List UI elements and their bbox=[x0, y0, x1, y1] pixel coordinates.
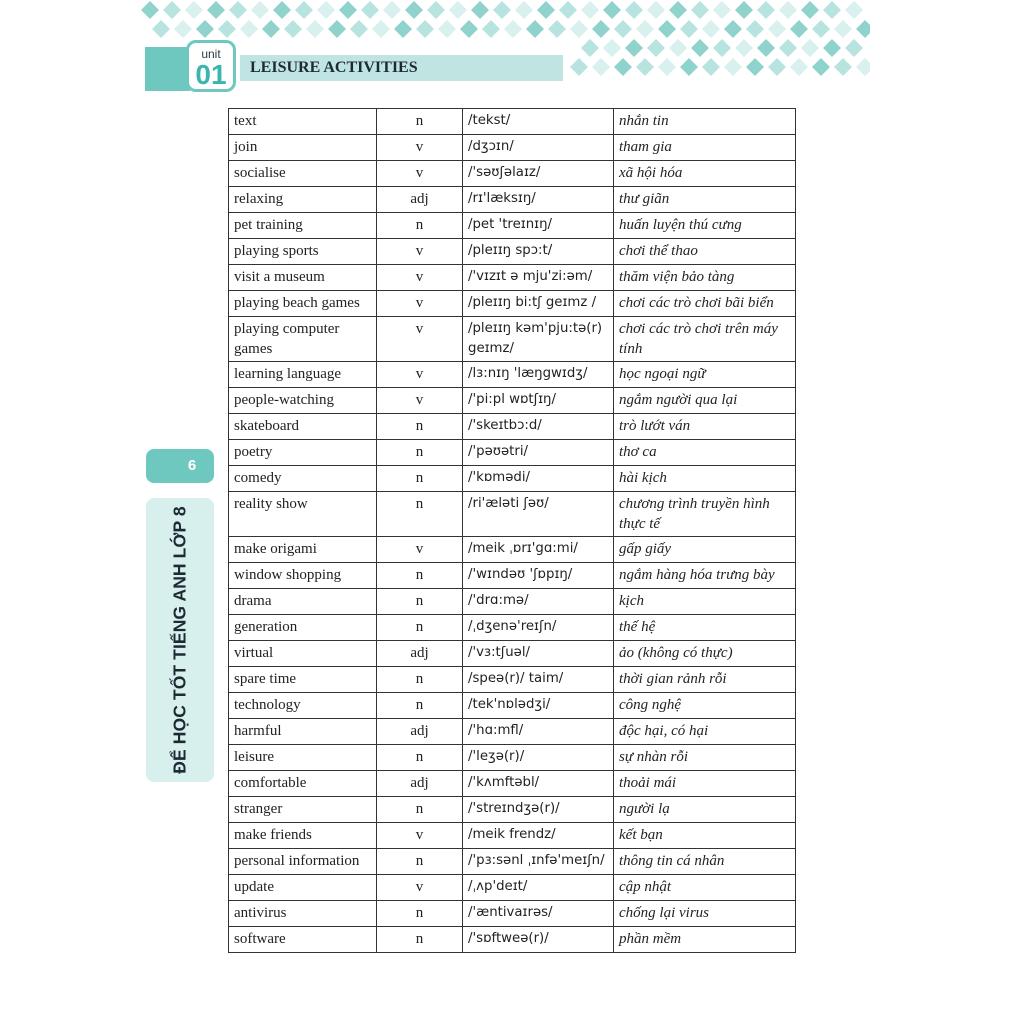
unit-accent-bar bbox=[145, 47, 190, 91]
diamond-shape bbox=[603, 1, 621, 19]
vocab-ipa: /'səʊʃəlaɪz/ bbox=[463, 161, 614, 187]
table-row bbox=[229, 745, 796, 771]
diamond-shape bbox=[834, 20, 852, 38]
vocab-ipa: /'streɪndʒə(r)/ bbox=[463, 797, 614, 823]
vocab-word: personal information bbox=[229, 849, 377, 875]
diamond-shape bbox=[548, 20, 566, 38]
vocab-word: spare time bbox=[229, 667, 377, 693]
diamond-shape bbox=[768, 20, 786, 38]
vocab-ipa: /'sɒftweə(r)/ bbox=[463, 927, 614, 953]
vocab-meaning: nhắn tin bbox=[614, 109, 796, 135]
vocab-pos: n bbox=[377, 589, 463, 615]
table-row bbox=[229, 317, 796, 362]
diamond-shape bbox=[658, 20, 676, 38]
diamond-shape bbox=[757, 39, 775, 57]
diamond-shape bbox=[581, 1, 599, 19]
vocab-ipa: /'vɜ:tʃuəl/ bbox=[463, 641, 614, 667]
vocab-word: harmful bbox=[229, 719, 377, 745]
unit-badge bbox=[186, 40, 236, 92]
diamond-shape bbox=[680, 58, 698, 76]
vocab-ipa: /ˌʌp'deɪt/ bbox=[463, 875, 614, 901]
diamond-shape bbox=[779, 1, 797, 19]
diamond-shape bbox=[823, 1, 841, 19]
diamond-shape bbox=[801, 1, 819, 19]
vocab-meaning: chơi các trò chơi bãi biển bbox=[614, 291, 796, 317]
vocab-pos: v bbox=[377, 362, 463, 388]
vocab-meaning: thế hệ bbox=[614, 615, 796, 641]
vocab-meaning: cập nhật bbox=[614, 875, 796, 901]
diamond-shape bbox=[350, 20, 368, 38]
vocab-word: antivirus bbox=[229, 901, 377, 927]
vocab-ipa: /'kʌmftəbl/ bbox=[463, 771, 614, 797]
table-row bbox=[229, 187, 796, 213]
table-row bbox=[229, 875, 796, 901]
vocab-meaning: kịch bbox=[614, 589, 796, 615]
diamond-shape bbox=[317, 1, 335, 19]
vocab-pos: v bbox=[377, 537, 463, 563]
table-row bbox=[229, 109, 796, 135]
diamond-shape bbox=[482, 20, 500, 38]
vocab-word: people-watching bbox=[229, 388, 377, 414]
diamond-shape bbox=[834, 58, 852, 76]
diamond-shape bbox=[306, 20, 324, 38]
diamond-shape bbox=[669, 1, 687, 19]
vocab-pos: n bbox=[377, 440, 463, 466]
vocab-meaning: phần mềm bbox=[614, 927, 796, 953]
vocab-meaning: kết bạn bbox=[614, 823, 796, 849]
vocab-ipa: /'pi:pl wɒtʃɪŋ/ bbox=[463, 388, 614, 414]
table-row bbox=[229, 414, 796, 440]
vocab-pos: n bbox=[377, 213, 463, 239]
vocab-word: virtual bbox=[229, 641, 377, 667]
diamond-shape bbox=[724, 58, 742, 76]
diamond-shape bbox=[372, 20, 390, 38]
vocab-word: make origami bbox=[229, 537, 377, 563]
table-row bbox=[229, 291, 796, 317]
unit-title: LEISURE ACTIVITIES bbox=[240, 55, 563, 81]
diamond-shape bbox=[790, 20, 808, 38]
vocab-pos: adj bbox=[377, 641, 463, 667]
vocab-pos: n bbox=[377, 797, 463, 823]
diamond-shape bbox=[636, 20, 654, 38]
diamond-shape bbox=[328, 20, 346, 38]
table-row bbox=[229, 823, 796, 849]
vocab-pos: v bbox=[377, 291, 463, 317]
unit-label: unit bbox=[201, 47, 221, 61]
vocab-ipa: /'leʒə(r)/ bbox=[463, 745, 614, 771]
vocab-ipa: /speə(r)/ taim/ bbox=[463, 667, 614, 693]
vocab-ipa: /meik ˌɒrɪ'gɑ:mi/ bbox=[463, 537, 614, 563]
vocab-word: reality show bbox=[229, 492, 377, 537]
vocab-word: skateboard bbox=[229, 414, 377, 440]
vocab-word: playing sports bbox=[229, 239, 377, 265]
vocab-ipa: /'skeɪtbɔ:d/ bbox=[463, 414, 614, 440]
vocab-word: software bbox=[229, 927, 377, 953]
table-row bbox=[229, 771, 796, 797]
diamond-shape bbox=[581, 39, 599, 57]
diamond-shape bbox=[141, 1, 159, 19]
side-panel bbox=[146, 498, 214, 782]
diamond-shape bbox=[240, 20, 258, 38]
diamond-shape bbox=[339, 1, 357, 19]
vocab-word: playing beach games bbox=[229, 291, 377, 317]
vocab-ipa: /tekst/ bbox=[463, 109, 614, 135]
diamond-shape bbox=[801, 39, 819, 57]
vocab-ipa: /ri'æləti ʃəʊ/ bbox=[463, 492, 614, 537]
vocab-ipa: /'kɒmədi/ bbox=[463, 466, 614, 492]
table-row bbox=[229, 563, 796, 589]
table-row bbox=[229, 265, 796, 291]
table-row bbox=[229, 537, 796, 563]
vocab-ipa: /ˌdʒenə'reɪʃn/ bbox=[463, 615, 614, 641]
vocab-meaning: chương trình truyền hình thực tế bbox=[614, 492, 796, 537]
table-row bbox=[229, 641, 796, 667]
diamond-shape bbox=[427, 1, 445, 19]
vocab-meaning: thư giãn bbox=[614, 187, 796, 213]
vocab-ipa: /tek'nɒlədʒi/ bbox=[463, 693, 614, 719]
diamond-shape bbox=[592, 20, 610, 38]
diamond-shape bbox=[471, 1, 489, 19]
diamond-shape bbox=[152, 20, 170, 38]
table-row bbox=[229, 362, 796, 388]
diamond-shape bbox=[526, 20, 544, 38]
vocab-pos: v bbox=[377, 317, 463, 362]
table-row bbox=[229, 719, 796, 745]
vocab-word: generation bbox=[229, 615, 377, 641]
diamond-shape bbox=[614, 58, 632, 76]
vocab-pos: n bbox=[377, 466, 463, 492]
vocab-word: make friends bbox=[229, 823, 377, 849]
vocab-word: pet training bbox=[229, 213, 377, 239]
diamond-shape bbox=[174, 20, 192, 38]
diamond-shape bbox=[163, 1, 181, 19]
diamond-shape bbox=[383, 1, 401, 19]
diamond-shape bbox=[207, 1, 225, 19]
vocab-meaning: công nghệ bbox=[614, 693, 796, 719]
vocab-meaning: huấn luyện thú cưng bbox=[614, 213, 796, 239]
vocab-word: update bbox=[229, 875, 377, 901]
vocab-ipa: /'pɜ:sənl ˌɪnfə'meɪʃn/ bbox=[463, 849, 614, 875]
diamond-shape bbox=[625, 1, 643, 19]
table-row bbox=[229, 213, 796, 239]
table-row bbox=[229, 589, 796, 615]
unit-number: 01 bbox=[195, 59, 227, 90]
vocab-meaning: thông tin cá nhân bbox=[614, 849, 796, 875]
vocab-pos: n bbox=[377, 615, 463, 641]
table-row bbox=[229, 388, 796, 414]
diamond-shape bbox=[218, 20, 236, 38]
vocab-ipa: /pleɪɪŋ bi:tʃ geɪmz / bbox=[463, 291, 614, 317]
diamond-shape bbox=[735, 39, 753, 57]
diamond-shape bbox=[460, 20, 478, 38]
vocab-meaning: ngắm người qua lại bbox=[614, 388, 796, 414]
diamond-shape bbox=[515, 1, 533, 19]
vocab-pos: v bbox=[377, 823, 463, 849]
diamond-shape bbox=[746, 20, 764, 38]
book-title: ĐỂ HỌC TỐT TIẾNG ANH LỚP 8 bbox=[169, 506, 190, 774]
table-row bbox=[229, 849, 796, 875]
vocab-pos: v bbox=[377, 875, 463, 901]
vocab-word: technology bbox=[229, 693, 377, 719]
vocab-ipa: /pleɪɪŋ spɔ:t/ bbox=[463, 239, 614, 265]
table-row bbox=[229, 440, 796, 466]
diamond-shape bbox=[559, 1, 577, 19]
vocab-meaning: người lạ bbox=[614, 797, 796, 823]
diamond-shape bbox=[449, 1, 467, 19]
page-number: 6 bbox=[146, 449, 214, 483]
table-row bbox=[229, 466, 796, 492]
vocab-meaning: thăm viện bảo tàng bbox=[614, 265, 796, 291]
vocab-word: visit a museum bbox=[229, 265, 377, 291]
vocab-meaning: thơ ca bbox=[614, 440, 796, 466]
vocab-ipa: /pet 'treɪnɪŋ/ bbox=[463, 213, 614, 239]
vocab-pos: v bbox=[377, 265, 463, 291]
diamond-shape bbox=[856, 58, 870, 76]
vocab-meaning: thời gian rảnh rỗi bbox=[614, 667, 796, 693]
diamond-shape bbox=[295, 1, 313, 19]
vocab-ipa: /'wɪndəʊ 'ʃɒpɪŋ/ bbox=[463, 563, 614, 589]
vocab-pos: n bbox=[377, 849, 463, 875]
vocab-word: drama bbox=[229, 589, 377, 615]
table-row bbox=[229, 693, 796, 719]
vocab-meaning: ngắm hàng hóa trưng bày bbox=[614, 563, 796, 589]
diamond-shape bbox=[405, 1, 423, 19]
diamond-shape bbox=[856, 20, 870, 38]
diamond-shape bbox=[636, 58, 654, 76]
vocab-meaning: xã hội hóa bbox=[614, 161, 796, 187]
vocab-ipa: /lɜ:nɪŋ 'læŋgwɪdʒ/ bbox=[463, 362, 614, 388]
table-row bbox=[229, 927, 796, 953]
vocabulary-table bbox=[228, 108, 796, 953]
vocab-ipa: /pleɪɪŋ kəm'pju:tə(r) geɪmz/ bbox=[463, 317, 614, 362]
table-row bbox=[229, 667, 796, 693]
table-row bbox=[229, 239, 796, 265]
vocab-pos: v bbox=[377, 239, 463, 265]
table-row bbox=[229, 797, 796, 823]
vocab-word: leisure bbox=[229, 745, 377, 771]
vocab-word: stranger bbox=[229, 797, 377, 823]
vocab-pos: n bbox=[377, 414, 463, 440]
diamond-shape bbox=[669, 39, 687, 57]
diamond-shape bbox=[185, 1, 203, 19]
diamond-shape bbox=[823, 39, 841, 57]
vocab-word: playing computer games bbox=[229, 317, 377, 362]
diamond-shape bbox=[416, 20, 434, 38]
diamond-shape bbox=[757, 1, 775, 19]
vocab-ipa: /'hɑ:mfl/ bbox=[463, 719, 614, 745]
vocab-pos: n bbox=[377, 745, 463, 771]
diamond-shape bbox=[493, 1, 511, 19]
diamond-shape bbox=[658, 58, 676, 76]
vocab-ipa: /meik frendz/ bbox=[463, 823, 614, 849]
vocab-ipa: /dʒɔɪn/ bbox=[463, 135, 614, 161]
vocab-meaning: chơi các trò chơi trên máy tính bbox=[614, 317, 796, 362]
vocab-word: learning language bbox=[229, 362, 377, 388]
vocab-ipa: /'æntivaɪrəs/ bbox=[463, 901, 614, 927]
diamond-shape bbox=[394, 20, 412, 38]
diamond-shape bbox=[504, 20, 522, 38]
diamond-shape bbox=[724, 20, 742, 38]
vocab-word: window shopping bbox=[229, 563, 377, 589]
vocab-pos: n bbox=[377, 667, 463, 693]
vocab-pos: n bbox=[377, 109, 463, 135]
vocab-word: poetry bbox=[229, 440, 377, 466]
diamond-shape bbox=[680, 20, 698, 38]
diamond-shape bbox=[691, 1, 709, 19]
diamond-shape bbox=[361, 1, 379, 19]
diamond-shape bbox=[647, 1, 665, 19]
vocab-ipa: /'vɪzɪt ə mju'zi:əm/ bbox=[463, 265, 614, 291]
diamond-shape bbox=[229, 1, 247, 19]
diamond-shape bbox=[196, 20, 214, 38]
table-row bbox=[229, 492, 796, 537]
diamond-shape bbox=[812, 58, 830, 76]
diamond-shape bbox=[570, 58, 588, 76]
vocab-meaning: thoải mái bbox=[614, 771, 796, 797]
diamond-shape bbox=[273, 1, 291, 19]
diamond-shape bbox=[592, 58, 610, 76]
diamond-shape bbox=[779, 39, 797, 57]
vocab-ipa: /'pəʊətri/ bbox=[463, 440, 614, 466]
vocab-meaning: độc hại, có hại bbox=[614, 719, 796, 745]
vocab-word: socialise bbox=[229, 161, 377, 187]
diamond-shape bbox=[262, 20, 280, 38]
table-row bbox=[229, 135, 796, 161]
diamond-shape bbox=[746, 58, 764, 76]
diamond-shape bbox=[768, 58, 786, 76]
diamond-shape bbox=[812, 20, 830, 38]
vocab-meaning: gấp giấy bbox=[614, 537, 796, 563]
vocab-meaning: ảo (không có thực) bbox=[614, 641, 796, 667]
vocab-pos: v bbox=[377, 161, 463, 187]
vocab-meaning: học ngoại ngữ bbox=[614, 362, 796, 388]
vocab-word: join bbox=[229, 135, 377, 161]
diamond-shape bbox=[845, 39, 863, 57]
table-row bbox=[229, 901, 796, 927]
vocab-meaning: tham gia bbox=[614, 135, 796, 161]
diamond-shape bbox=[614, 20, 632, 38]
vocab-meaning: trò lướt ván bbox=[614, 414, 796, 440]
vocab-pos: n bbox=[377, 927, 463, 953]
diamond-shape bbox=[735, 1, 753, 19]
diamond-shape bbox=[251, 1, 269, 19]
diamond-shape bbox=[284, 20, 302, 38]
diamond-shape bbox=[702, 20, 720, 38]
vocab-word: text bbox=[229, 109, 377, 135]
vocab-ipa: /rɪ'læksɪŋ/ bbox=[463, 187, 614, 213]
table-row bbox=[229, 615, 796, 641]
diamond-shape bbox=[625, 39, 643, 57]
vocab-pos: adj bbox=[377, 719, 463, 745]
vocab-ipa: /'drɑ:mə/ bbox=[463, 589, 614, 615]
diamond-shape bbox=[702, 58, 720, 76]
vocab-pos: adj bbox=[377, 187, 463, 213]
diamond-shape bbox=[438, 20, 456, 38]
diamond-shape bbox=[570, 20, 588, 38]
vocab-word: comedy bbox=[229, 466, 377, 492]
vocab-pos: n bbox=[377, 901, 463, 927]
diamond-shape bbox=[647, 39, 665, 57]
diamond-shape bbox=[790, 58, 808, 76]
vocab-pos: v bbox=[377, 388, 463, 414]
vocab-pos: adj bbox=[377, 771, 463, 797]
vocab-meaning: chống lại virus bbox=[614, 901, 796, 927]
vocab-word: relaxing bbox=[229, 187, 377, 213]
vocab-pos: n bbox=[377, 563, 463, 589]
vocab-meaning: sự nhàn rỗi bbox=[614, 745, 796, 771]
vocab-pos: v bbox=[377, 135, 463, 161]
vocab-pos: n bbox=[377, 693, 463, 719]
vocab-meaning: chơi thể thao bbox=[614, 239, 796, 265]
diamond-shape bbox=[537, 1, 555, 19]
diamond-shape bbox=[845, 1, 863, 19]
vocab-pos: n bbox=[377, 492, 463, 537]
diamond-shape bbox=[691, 39, 709, 57]
vocab-meaning: hài kịch bbox=[614, 466, 796, 492]
diamond-shape bbox=[713, 1, 731, 19]
diamond-shape bbox=[713, 39, 731, 57]
table-row bbox=[229, 161, 796, 187]
vocab-word: comfortable bbox=[229, 771, 377, 797]
diamond-shape bbox=[603, 39, 621, 57]
